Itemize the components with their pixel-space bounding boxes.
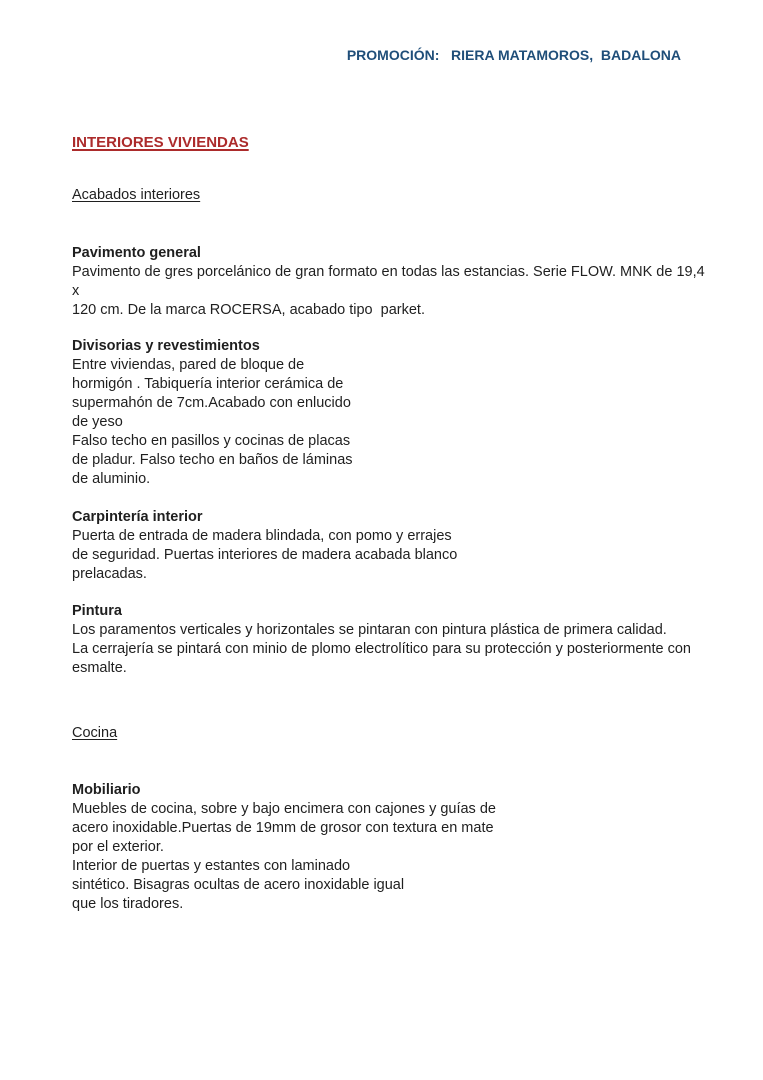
section-title-pintura: Pintura — [72, 603, 122, 619]
document-body — [0, 133, 763, 914]
section-title-mobiliario: Mobiliario — [72, 782, 141, 798]
text-line: de seguridad. Puertas interiores de madera acabada blanco — [72, 547, 458, 563]
main-heading-interiores-viviendas — [72, 133, 705, 152]
subheading-cocina — [72, 724, 705, 743]
paragraph-pavimento — [72, 263, 709, 320]
text-line: Interior de puertas y estantes con laminado — [72, 858, 351, 874]
text-line: Muebles de cocina, sobre y bajo encimera con cajones y guías de — [72, 801, 496, 817]
text-line: Los paramentos verticales y horizontales se pintaran con pintura plástica de primera calidad. — [72, 622, 667, 638]
text-line: sintético. Bisagras ocultas de acero inoxidable igual — [72, 877, 405, 893]
text-line: de pladur. Falso techo en baños de láminas — [72, 452, 353, 468]
text-line: que los tiradores. — [72, 896, 184, 912]
paragraph-divisorias — [72, 356, 705, 489]
paragraph-mobiliario — [72, 800, 705, 914]
text-line: por el exterior. — [72, 839, 164, 855]
section-title-divisorias: Divisorias y revestimientos — [72, 338, 260, 354]
promotion-header: PROMOCIÓN: RIERA MATAMOROS, BADALONA — [346, 47, 681, 63]
section-title-pavimento-general: Pavimento general — [72, 245, 201, 261]
subheading-acabados-interiores — [72, 186, 705, 205]
text-line: Entre viviendas, pared de bloque de — [72, 357, 305, 373]
text-line: supermahón de 7cm.Acabado con enlucido — [72, 395, 351, 411]
text-line: acero inoxidable.Puertas de 19mm de grosor con textura en mate — [72, 820, 494, 836]
text-line: hormigón . Tabiquería interior cerámica de — [72, 376, 344, 392]
text-line: de yeso — [72, 414, 123, 430]
text-line: 120 cm. De la marca ROCERSA, acabado tipo parket. — [72, 302, 425, 318]
text-line: Puerta de entrada de madera blindada, con pomo y errajes — [72, 528, 452, 544]
subheading-cocina-text: Cocina — [72, 725, 118, 741]
main-heading-text: INTERIORES VIVIENDAS — [72, 134, 249, 151]
text-line: La cerrajería se pintará con minio de plomo electrolítico para su protección y posteriormente con — [72, 641, 691, 657]
text-line: de aluminio. — [72, 471, 151, 487]
paragraph-pintura — [72, 621, 705, 678]
text-line: Falso techo en pasillos y cocinas de placas — [72, 433, 351, 449]
paragraph-carpinteria — [72, 527, 705, 584]
text-line: Pavimento de gres porcelánico de gran formato en todas las estancias. Serie FLOW. MNK de 19,4 x — [72, 264, 709, 299]
text-line: esmalte. — [72, 660, 127, 676]
subheading-acabados-text: Acabados interiores — [72, 187, 201, 203]
section-title-carpinteria-interior: Carpintería interior — [72, 509, 203, 525]
text-line: prelacadas. — [72, 566, 147, 582]
